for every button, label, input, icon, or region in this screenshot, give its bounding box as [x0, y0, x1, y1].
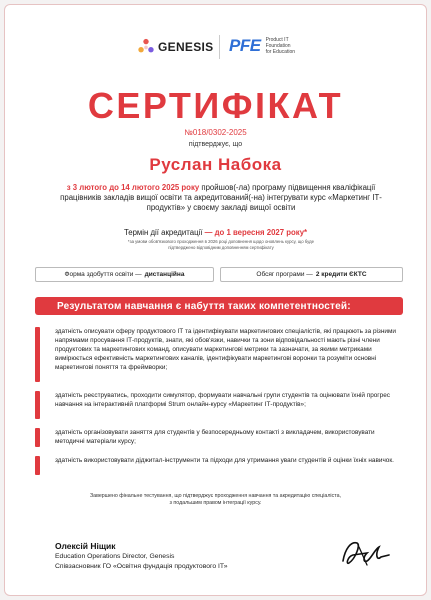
signer-name: Олексій Ніщик — [55, 541, 116, 551]
outcome-group-2 — [35, 391, 403, 419]
program-text: пройшов(-ла) програму підвищення кваліфікації працівників закладів вищої освіти та акредитований(-на) інтегрувати курс «Маркетинг ІТ-продуктів» у своєму закладі вищої освіти — [60, 183, 382, 212]
pfe-logo-mark: PFE — [229, 36, 261, 55]
signature-image — [337, 535, 395, 569]
accreditation-label: Термін дії акредитації — [123, 228, 203, 237]
outcome-group-1 — [35, 327, 403, 382]
study-form-box — [35, 267, 214, 282]
genesis-logo-icon — [137, 38, 155, 56]
outcome-item: здатність організовувати заняття для студентів у безпосередньому контакті з викладачем, використовувати методичні матеріали курсу; — [55, 429, 375, 446]
program-dates: з 3 лютого до 14 лютого 2025 року — [66, 183, 200, 192]
program-description — [51, 183, 391, 213]
signer-position: Education Operations Director, Genesis — [55, 553, 175, 560]
logo-divider — [219, 35, 220, 59]
recipient-name: Руслан Набока — [149, 155, 282, 174]
certificate-number: №018/0302-2025 — [184, 128, 247, 137]
signer-organization: Співзасновник ГО «Освітня фундація продуктового ІТ» — [55, 563, 228, 570]
study-form-label: Форма здобуття освіти — — [64, 271, 142, 278]
accreditation-note: *за умови обов'язкового проходження в 2026 році доповнення щодо оновлень курсу, що буде підтверджено відповідним доповненням сертифікату — [127, 239, 315, 250]
outcome-item: здатність реєструватись, проходити симулятор, формувати навчальні групи студентів та оцінювати їхній прогрес навчання на інтерактивній платформі Strum онлайн-курсу «Маркетинг ІТ-продуктів»; — [55, 392, 390, 409]
outcome-group-3 — [35, 428, 403, 447]
study-form-value: дистанційна — [144, 271, 185, 278]
outcome-bar — [35, 428, 40, 447]
logos-row — [5, 35, 426, 59]
accreditation-date: — до 1 вересня 2027 року* — [204, 228, 308, 237]
genesis-logo-text: GENESIS — [158, 40, 214, 54]
outcome-item: здатність використовувати діджитал-інструменти та підходи для утримання уваги студентів й оцінки їхніх навичок. — [55, 457, 394, 464]
program-volume-label: Обсяг програми — — [256, 271, 313, 278]
outcome-bar — [35, 456, 40, 475]
outcome-group-4 — [35, 456, 403, 475]
pfe-logo-tagline: Product IT Foundation for Education — [265, 37, 296, 55]
footer-note: Завершено фінальне тестування, що підтверджує проходження навчання та акредитацію спеціаліста, з подальшим правом інтеграції курсу. — [89, 493, 342, 506]
program-volume-value: 2 кредити ЄКТС — [315, 271, 367, 278]
pfe-logo — [229, 36, 295, 56]
certificate-title: СЕРТИФІКАТ — [87, 85, 344, 126]
program-volume-box — [220, 267, 403, 282]
certificate-page — [4, 4, 427, 596]
outcome-item: здатність описувати сферу продуктового ІТ та ідентифікувати маркетингових спеціалістів, які працюють за різними напрямами просування ІТ-продуктів, знати, які обов'язки, навички та зони відповідальності мають різні члени продуктових та маркетингових команд, описувати маркетингові метрики та зазначати, за якими метриками вимірюється ефективність маркетингових каналів, ідентифікувати маркетингові воронки та розуміти основні маркетингові поняття та фреймворки; — [55, 328, 396, 372]
accreditation-line — [5, 228, 426, 237]
outcome-bar — [35, 327, 40, 382]
confirms-text: підтверджує, що — [188, 141, 243, 148]
genesis-logo — [137, 38, 213, 56]
outcome-bar — [35, 391, 40, 419]
results-heading: Результатом навчання є набуття таких компетентностей: — [35, 297, 403, 315]
